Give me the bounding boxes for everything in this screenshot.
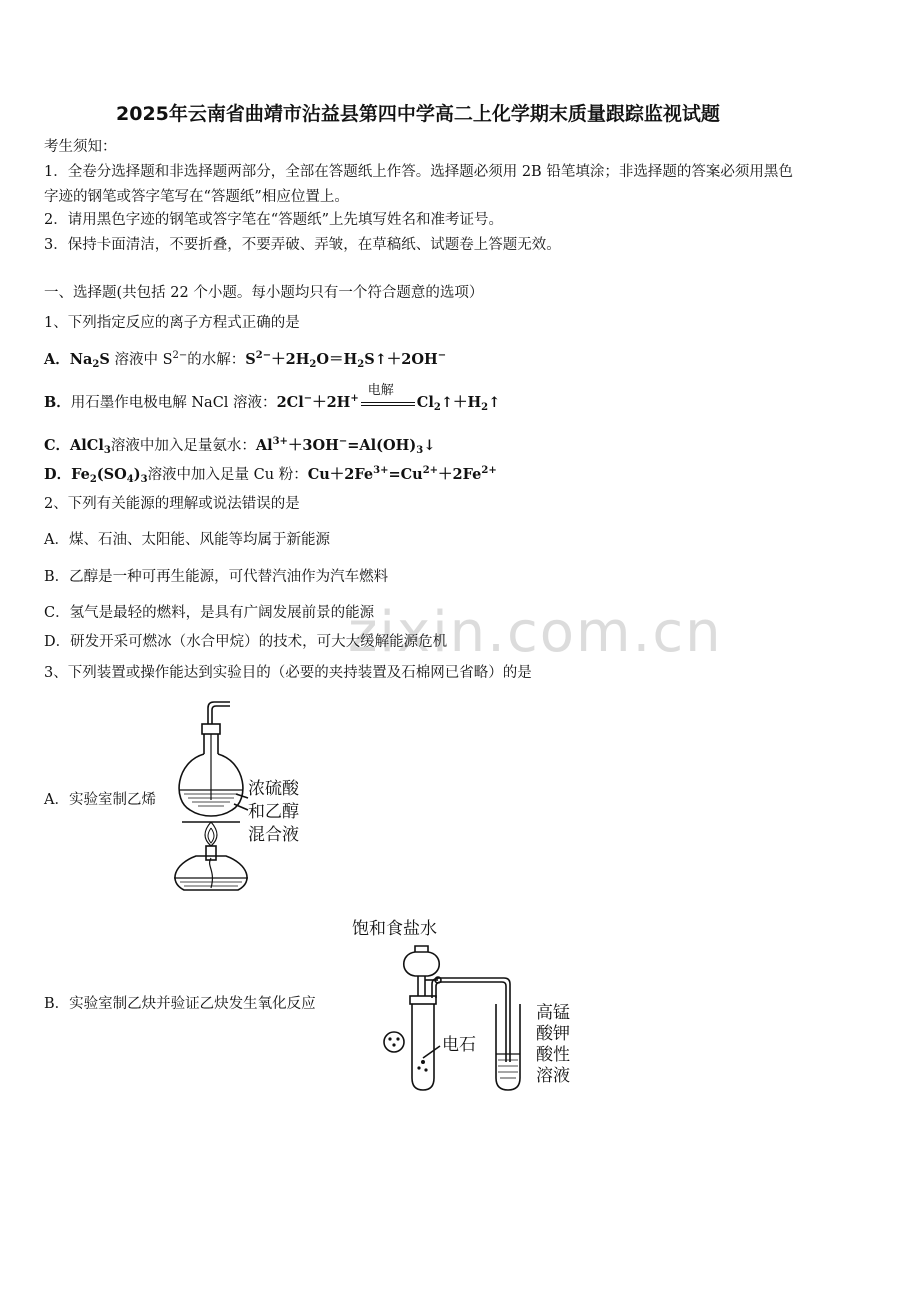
q1-option-b-letter: B． bbox=[44, 394, 71, 411]
q1-stem: 1、下列指定反应的离子方程式正确的是 bbox=[44, 315, 300, 331]
notice-heading: 考生须知： bbox=[44, 139, 117, 155]
q1-option-a-letter: A． bbox=[44, 351, 70, 368]
q1-option-c-letter: C． bbox=[44, 437, 71, 454]
notice-item-1-line-1: 1．全卷分选择题和非选择题两部分，全部在答题纸上作答。选择题必须用 2B 铅笔填涂；非选择题的答案必须用黑色 bbox=[44, 164, 793, 180]
figure-b-label-r4: 溶液 bbox=[536, 1066, 570, 1086]
acetylene-apparatus-figure bbox=[352, 912, 598, 1094]
figure-b-label-r3: 酸性 bbox=[536, 1045, 570, 1065]
q2-stem: 2、下列有关能源的理解或说法错误的是 bbox=[44, 496, 300, 512]
q3-option-b: B．实验室制乙炔并验证乙炔发生氧化反应 bbox=[44, 996, 316, 1012]
q1-option-a-text: 溶液中 S bbox=[114, 352, 173, 368]
notice-item-1-line-2: 字迹的钢笔或答字笔写在“答题纸”相应位置上。 bbox=[44, 189, 349, 205]
figure-a-label-acid: 浓硫酸 bbox=[248, 779, 299, 799]
electrolysis-arrow: 电解 bbox=[359, 393, 417, 413]
page-title: 2025年云南省曲靖市沾益县第四中学高二上化学期末质量跟踪监视试题 bbox=[116, 103, 720, 125]
figure-b-label-carbide: 电石 bbox=[442, 1035, 476, 1055]
figure-b-label-r2: 酸钾 bbox=[536, 1024, 570, 1044]
figure-a-label-mixture: 混合液 bbox=[248, 825, 299, 845]
q1-option-c-text: 溶液中加入足量氨水： bbox=[110, 438, 256, 454]
q1-option-b: B．用石墨作电极电解 NaCl 溶液：2Cl−＋2H+ 电解 $Cl_2↑+H_2↑$ bbox=[44, 383, 501, 413]
figure-a-label-ethanol: 和乙醇 bbox=[248, 802, 299, 822]
watermark: zixin.com.cn bbox=[348, 600, 723, 665]
q2-option-c: C．氢气是最轻的燃料，是具有广阔发展前景的能源 bbox=[44, 605, 375, 621]
q1-option-d-letter: D． bbox=[44, 466, 72, 483]
ethylene-apparatus-figure bbox=[160, 698, 320, 898]
q1-option-d: D．$Fe_2(SO_4)_3$溶液中加入足量 Cu 粉：$Cu+2Fe^{3+}=Cu^{2+}+2Fe^{2+}$ bbox=[44, 465, 497, 485]
q3-stem: 3、下列装置或操作能达到实验目的（必要的夹持装置及石棉网已省略）的是 bbox=[44, 665, 532, 681]
figure-b-label-brine: 饱和食盐水 bbox=[352, 919, 437, 939]
q1-option-a: A．$Na_2S$ 溶液中 $S^{2-}$的水解：$S^{2-}+2H_2O=H_2S↑+2OH^-$ bbox=[44, 350, 447, 370]
figure-b-label-r1: 高锰 bbox=[536, 1003, 570, 1023]
q3-option-a: A．实验室制乙烯 bbox=[44, 792, 156, 808]
q1-option-d-text: 溶液中加入足量 Cu 粉： bbox=[147, 467, 308, 483]
q1-option-c: C．AlCl$_3$溶液中加入足量氨水：$Al^{3+}+3OH^-=Al(OH)_3↓$ bbox=[44, 436, 436, 456]
notice-item-2: 2．请用黑色字迹的钢笔或答字笔在“答题纸”上先填写姓名和准考证号。 bbox=[44, 212, 504, 228]
q2-option-d: D．研发开采可燃冰（水合甲烷）的技术，可大大缓解能源危机 bbox=[44, 634, 448, 650]
q1-option-b-text: 用石墨作电极电解 NaCl 溶液： bbox=[70, 395, 277, 411]
section-heading: 一、选择题(共包括 22 个小题。每小题均只有一个符合题意的选项） bbox=[44, 285, 484, 301]
q2-option-a: A．煤、石油、太阳能、风能等均属于新能源 bbox=[44, 532, 330, 548]
q2-option-b: B．乙醇是一种可再生能源，可代替汽油作为汽车燃料 bbox=[44, 569, 389, 585]
notice-item-3: 3．保持卡面清洁，不要折叠，不要弄破、弄皱，在草稿纸、试题卷上答题无效。 bbox=[44, 237, 561, 253]
